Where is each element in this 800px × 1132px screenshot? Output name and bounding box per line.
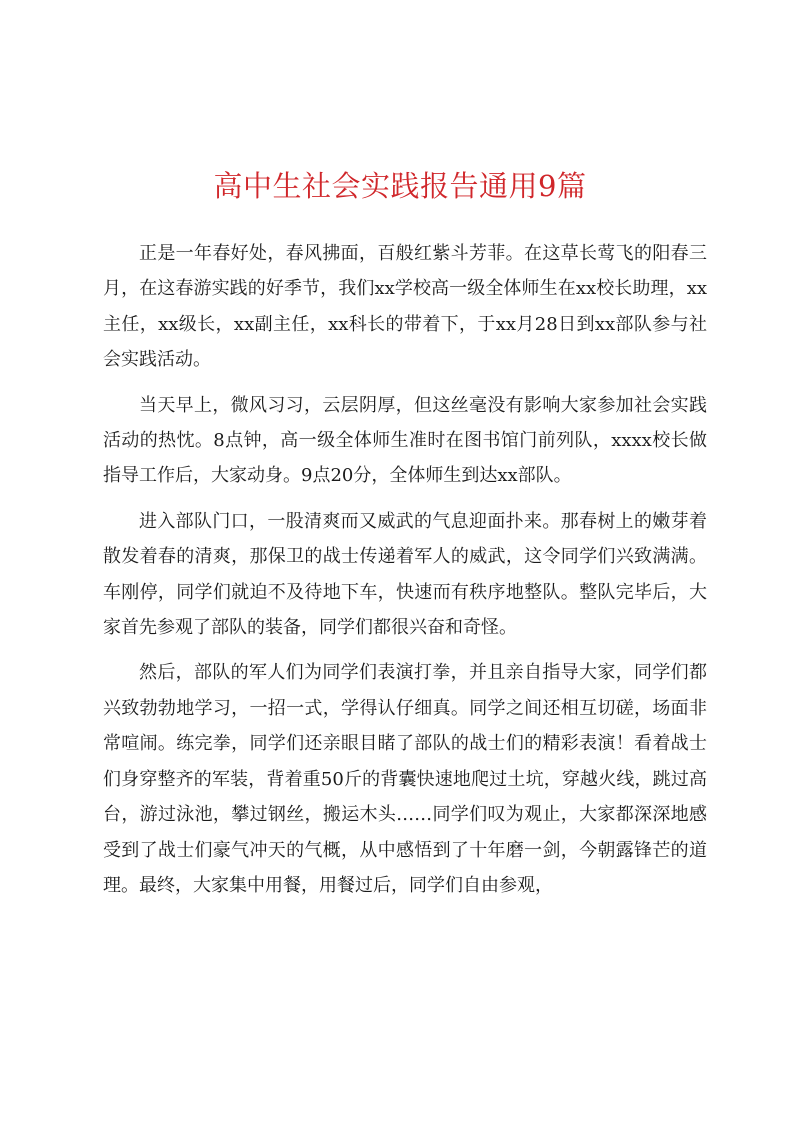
paragraph-1: 正是一年春好处，春风拂面，百般红紫斗芳菲。在这草长莺飞的阳春三月，在这春游实践的好季节，我们xx学校高一级全体师生在xx校长助理，xx主任，xx级长，xx副主任，xx科长的带着下，于xx月28日到xx部队参与社会实践活动。 [103,243,707,371]
paragraph-2: 当天早上，微风习习，云层阴厚，但这丝毫没有影响大家参加社会实践活动的热忱。8点钟，高一级全体师生准时在图书馆门前列队，xxxx校长做指导工作后，大家动身。9点20分，全体师生到达xx部队。 [103,394,707,487]
document-body [103,236,707,913]
document-title: 高中生社会实践报告通用9篇 [213,169,587,203]
paragraph-3: 进入部队门口，一股清爽而又威武的气息迎面扑来。那春树上的嫩芽着散发着春的清爽，那保卫的战士传递着军人的威武，这令同学们兴致满满。车刚停，同学们就迫不及待地下车，快速而有秩序地整队。整队完毕后，大家首先参观了部队的装备，同学们都很兴奋和奇怪。 [103,510,707,639]
paragraph-4: 然后，部队的军人们为同学们表演打拳，并且亲自指导大家，同学们都兴致勃勃地学习，一招一式，学得认仔细真。同学之间还相互切磋，场面非常喧闹。练完拳，同学们还亲眼目睹了部队的战士们的精彩表演！看着战士们身穿整齐的军装，背着重50斤的背囊快速地爬过土坑，穿越火线，跳过高台，游过泳池，攀过钢丝，搬运木头……同学们叹为观止，大家都深深地感受到了战士们豪气冲天的气概，从中感悟到了十年磨一剑，今朝露锋芒的道理。最终，大家集中用餐，用餐过后，同学们自由参观， [103,662,707,896]
